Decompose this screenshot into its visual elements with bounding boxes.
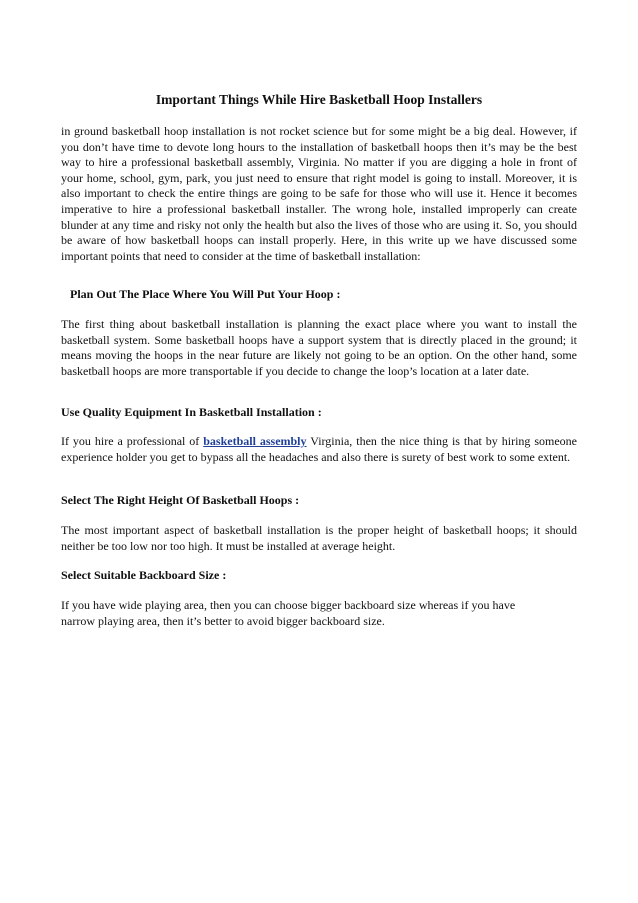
equipment-text-after: Virginia, then the nice thing is that by hiring someone experience holder you get to bypass all the headaches and also there is surety of best work to some extent. <box>61 434 577 464</box>
section-body-height: The most important aspect of basketball installation is the proper height of basketball hoops; it should neither be too low nor too high. It must be installed at average height. <box>61 523 577 553</box>
section-heading-backboard: Select Suitable Backboard Size : <box>61 568 227 582</box>
section-heading-height: Select The Right Height Of Basketball Hoops : <box>61 493 300 507</box>
section-body-backboard <box>61 598 577 629</box>
intro-paragraph: in ground basketball hoop installation is not rocket science but for some might be a big deal. However, if you don’t have time to devote long hours to the installation of basketball hoops then it’s may be the best way to hire a professional basketball assembly, Virginia. No matter if you are digging a hole in front of your home, school, gym, park, you just need to ensure that right model is going to install. Moreover, it is also important to check the entire things are going to be safe for those who will use it. Hence it becomes imperative to hire a professional basketball installer. The wrong hole, installed improperly can create blunder at any time and risky not only the health but also the lives of those who are using it. So, you should be aware of how basketball hoops can install properly. Here, in this write up we have discussed some important points that need to consider at the time of basketball installation: <box>61 124 577 263</box>
equipment-text-before: If you hire a professional of <box>61 434 204 448</box>
backboard-line-2: narrow playing area, then it’s better to avoid bigger backboard size. <box>61 613 385 628</box>
document-title: Important Things While Hire Basketball Hoop Installers <box>155 92 483 107</box>
section-body-equipment <box>61 434 577 465</box>
backboard-line-1: If you have wide playing area, then you can choose bigger backboard size whereas if you have <box>61 598 516 612</box>
basketball-assembly-link[interactable]: basketball assembly <box>203 434 307 448</box>
section-heading-plan: Plan Out The Place Where You Will Put Your Hoop : <box>70 287 341 301</box>
section-body-plan: The first thing about basketball installation is planning the exact place where you want to install the basketball system. Some basketball hoops have a support system that is directly placed in the ground; it means moving the hoops in the near future are likely not going to be an option. On the other hand, some basketball hoops are more transportable if you decide to change the loop’s location at a later date. <box>61 317 577 378</box>
section-heading-equipment: Use Quality Equipment In Basketball Installation : <box>61 405 322 419</box>
